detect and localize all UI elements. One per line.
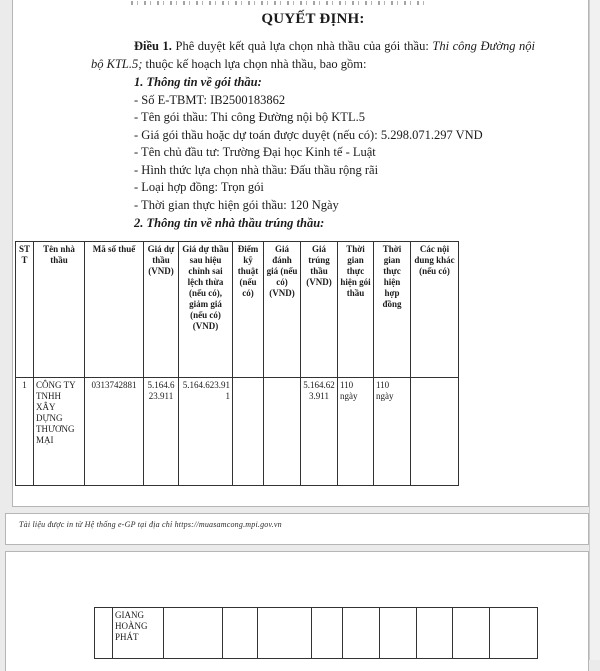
header-diem-ky-thuat: Điểm kỹ thuật (nếu có) (233, 241, 264, 377)
cropped-text-line (131, 1, 425, 5)
bullet-ten-goi-thau: - Tên gói thầu: Thi công Đường nội bộ KTL.5 (134, 110, 365, 124)
bullet-thoi-gian: - Thời gian thực hiện gói thầu: 120 Ngày (134, 197, 339, 212)
cell-ma-so-thue: 0313742881 (85, 377, 144, 485)
page-2 (5, 551, 589, 671)
bullet-loai-hop-dong: - Loại hợp đồng: Trọn gói (134, 180, 264, 194)
header-tg-goi-thau: Thời gian thực hiện gói thầu (338, 241, 374, 377)
article-1-paragraph (91, 38, 535, 73)
egp-footer-note: Tài liệu được in từ Hệ thống e-GP tại địa chỉ https://muasamcong.mpi.gov.vn (19, 520, 282, 529)
header-ma-so-thue: Mã số thuế (85, 241, 144, 377)
bullet-chu-dau-tu: - Tên chủ đầu tư: Trường Đại học Kinh tế - Luật (134, 145, 376, 159)
bullet-hinh-thuc: - Hình thức lựa chọn nhà thầu: Đấu thầu rộng rãi (134, 162, 379, 177)
page-1 (12, 0, 589, 507)
cell-ma-so-thue (164, 608, 223, 659)
cell-diem-ky-thuat (312, 608, 343, 659)
table-row (16, 377, 459, 485)
cell-stt: 1 (16, 377, 34, 485)
viewer-right-gutter[interactable] (589, 0, 600, 660)
header-tg-hop-dong: Thời gian thực hiện hợp đồng (374, 241, 411, 377)
winning-contractor-table (15, 241, 459, 486)
bullet-etbmt: - Số E-TBMT: IB2500183862 (134, 92, 286, 107)
article-1-label: Điều 1. (134, 39, 172, 53)
winning-contractor-table-continued (94, 607, 538, 659)
package-name-italic: Thi công Đường nội bộ KTL.5; (91, 39, 535, 71)
header-gia-trung-thau: Giá trúng thầu (VND) (301, 241, 338, 377)
cell-gia-danh-gia (343, 608, 380, 659)
cell-noi-dung-khac (490, 608, 538, 659)
cell-gia-du-thau (223, 608, 258, 659)
cell-gia-danh-gia (264, 377, 301, 485)
cell-gia-trung-thau (380, 608, 417, 659)
bullet-gia-goi-thau: - Giá gói thầu hoặc dự toán được duyệt (nếu có): 5.298.071.297 VND (134, 127, 483, 142)
header-noi-dung-khac: Các nội dung khác (nếu có) (411, 241, 459, 377)
cell-gia-trung-thau: 5.164.623.911 (301, 377, 338, 485)
header-stt: STT (16, 241, 34, 377)
section-1-heading: 1. Thông tin về gói thầu: (134, 75, 262, 89)
header-gia-du-thau: Giá dự thầu (VND) (144, 241, 179, 377)
section-2-heading: 2. Thông tin về nhà thầu trúng thầu: (134, 216, 325, 230)
cell-gia-du-thau: 5.164.623.911 (144, 377, 179, 485)
cell-diem-ky-thuat (233, 377, 264, 485)
header-gia-sau-hieu-chinh: Giá dự thầu sau hiệu chỉnh sai lệch thừa (nếu có), giảm giá (nếu có) (VND) (179, 241, 233, 377)
article-1-tail: thuộc kế hoạch lựa chọn nhà thầu, bao gồm: (142, 56, 367, 71)
cell-tg-goi-thau (417, 608, 453, 659)
header-gia-danh-gia: Giá đánh giá (nếu có) (VND) (264, 241, 301, 377)
document-title: QUYẾT ĐỊNH: (261, 11, 365, 27)
cell-tg-goi-thau: 110 ngày (338, 377, 374, 485)
cell-tg-hop-dong: 110 ngày (374, 377, 411, 485)
cell-noi-dung-khac (411, 377, 459, 485)
cell-tg-hop-dong (453, 608, 490, 659)
article-1-text: Phê duyệt kết quả lựa chọn nhà thầu của gói thầu: (171, 39, 433, 53)
cell-ten-nha-thau: CÔNG TY TNHH XÂY DỰNG THƯƠNG MẠI (34, 377, 85, 485)
header-ten-nha-thau: Tên nhà thầu (34, 241, 85, 377)
cell-gia-sau-hieu-chinh (258, 608, 312, 659)
cell-gia-sau-hieu-chinh: 5.164.623.911 (179, 377, 233, 485)
table-row-continued (95, 608, 538, 659)
cell-stt (95, 608, 113, 659)
page-footer-bar (5, 513, 589, 545)
table-header-row (16, 241, 459, 377)
cell-ten-nha-thau-continued: GIANG HOÀNG PHÁT (113, 608, 164, 659)
